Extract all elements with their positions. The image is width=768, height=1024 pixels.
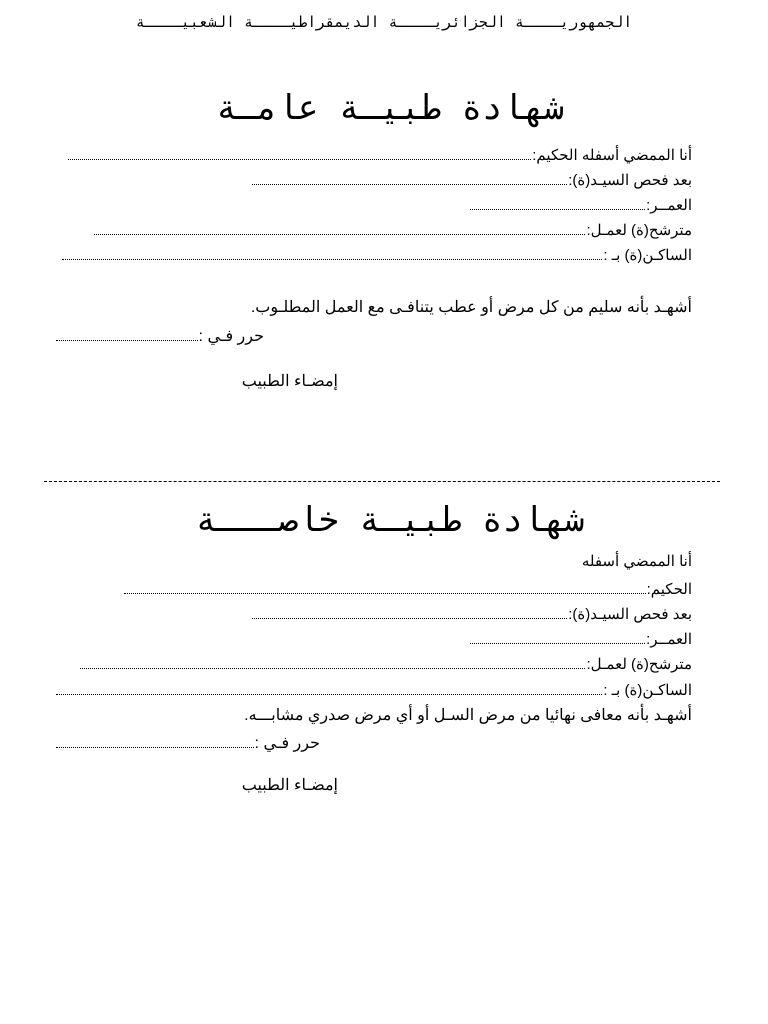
special-intro-label: أنا الممضي أسفله bbox=[581, 553, 692, 570]
general-doctor-blank[interactable] bbox=[68, 146, 531, 160]
special-intro-line bbox=[470, 553, 692, 571]
special-candidate-line bbox=[80, 655, 692, 674]
certificate-divider bbox=[44, 481, 720, 482]
special-examined-label: بعد فحص السيـد(ة): bbox=[568, 606, 692, 623]
republic-header: الجمهوريــــة الجزائريــــة الديمقراطيــــة الشعبيــــة bbox=[135, 15, 633, 32]
general-issued-blank[interactable] bbox=[56, 327, 198, 341]
general-issued-label: حرر فـي : bbox=[198, 328, 264, 345]
special-examined-line bbox=[252, 605, 692, 624]
general-issued-line bbox=[56, 327, 264, 346]
general-signature-label: إمضـاء الطبيب bbox=[241, 373, 338, 390]
general-examined-line bbox=[252, 171, 692, 190]
special-age-line bbox=[470, 630, 692, 649]
general-resident-line bbox=[62, 246, 692, 265]
special-age-blank[interactable] bbox=[470, 630, 645, 644]
special-issued-blank[interactable] bbox=[56, 734, 254, 748]
special-statement: أشهـد بأنه معافى نهائيا من مرض السـل أو أي مرض صدري مشابـــه. bbox=[244, 707, 692, 724]
special-candidate-blank[interactable] bbox=[80, 655, 585, 669]
general-candidate-line bbox=[94, 221, 692, 240]
special-issued-line bbox=[56, 734, 320, 753]
special-signature-label: إمضـاء الطبيب bbox=[241, 777, 338, 794]
special-resident-blank[interactable] bbox=[56, 681, 602, 695]
general-age-label: العمــر: bbox=[646, 197, 692, 214]
general-resident-blank[interactable] bbox=[62, 246, 602, 260]
general-certificate-title: شهادة طبيـة عامـة bbox=[216, 92, 564, 130]
general-doctor-label: أنا الممضي أسفله الحكيم: bbox=[532, 147, 692, 164]
special-candidate-label: مترشح(ة) لعمـل: bbox=[586, 656, 692, 673]
special-resident-line bbox=[56, 681, 692, 700]
general-resident-label: الساكـن(ة) بـ : bbox=[603, 247, 692, 264]
special-examined-blank[interactable] bbox=[252, 605, 567, 619]
special-age-label: العمــر: bbox=[646, 631, 692, 648]
special-issued-label: حرر فـي : bbox=[254, 735, 320, 752]
general-statement: أشهـد بأنه سليم من كل مرض أو عطب يتنافـى مع العمل المطلـوب. bbox=[250, 299, 692, 316]
general-candidate-label: مترشح(ة) لعمـل: bbox=[586, 222, 692, 239]
special-certificate-title: شهادة طبيـة خاصـــة bbox=[195, 504, 585, 542]
special-doctor-line bbox=[124, 580, 692, 599]
general-doctor-line bbox=[68, 146, 692, 165]
special-resident-label: الساكـن(ة) بـ : bbox=[603, 682, 692, 699]
special-doctor-blank[interactable] bbox=[124, 580, 646, 594]
general-examined-label: بعد فحص السيـد(ة): bbox=[568, 172, 692, 189]
general-age-blank[interactable] bbox=[470, 196, 645, 210]
special-doctor-label: الحكيم: bbox=[646, 581, 692, 598]
general-candidate-blank[interactable] bbox=[94, 221, 585, 235]
general-examined-blank[interactable] bbox=[252, 171, 567, 185]
general-age-line bbox=[470, 196, 692, 215]
